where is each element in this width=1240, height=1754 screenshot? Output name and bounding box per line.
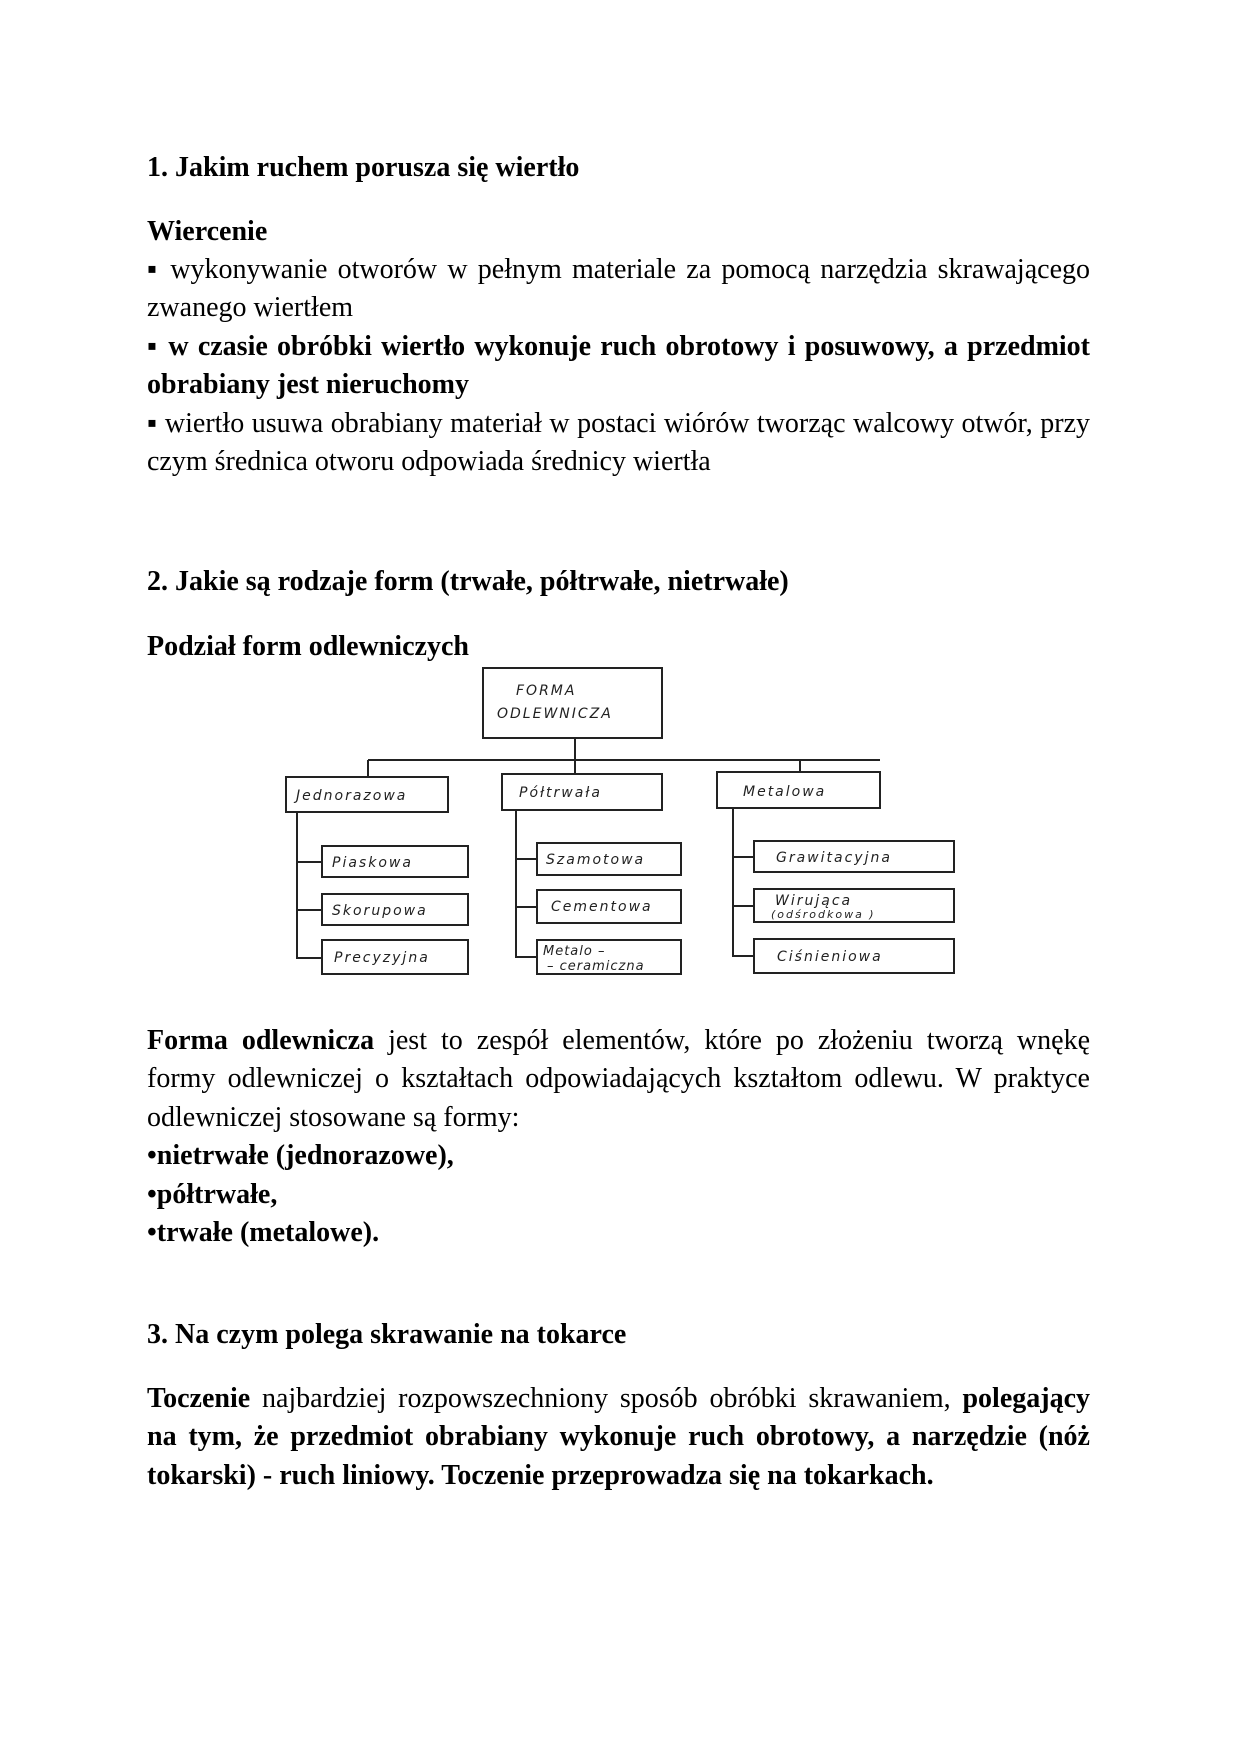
bullet-3: ▪ wiertło usuwa obrabiany materiał w postaci wiórów tworząc walcowy otwór, przy czym średnica otworu odpowiada średnicy wiertła bbox=[147, 407, 1090, 478]
definition-text: jest to zespół elementów, które po złożeniu tworzą wnękę formy odlewniczej o kształtach odpowiadających kształtom odlewu. W praktyce odlewniczej stosowane są formy: bbox=[147, 1025, 1090, 1133]
leaf-piaskowa: Piaskowa bbox=[332, 855, 413, 871]
bullet-2: ▪ w czasie obróbki wiertło wykonuje ruch obrotowy i posuwowy, a przedmiot obrabiany jest nieruchomy bbox=[147, 330, 1090, 401]
leaf-wirujaca: Wirująca bbox=[775, 893, 853, 909]
root-label-2: ODLEWNICZA bbox=[497, 706, 613, 722]
leaf-grawitacyjna: Grawitacyjna bbox=[776, 850, 892, 866]
list-item: •trwałe (metalowe). bbox=[147, 1217, 380, 1249]
bullet-1: ▪ wykonywanie otworów w pełnym materiale za pomocą narzędzia skrawającego zwanego wiertłem bbox=[147, 254, 1090, 324]
branch-label-poltrwala: Półtrwała bbox=[519, 785, 602, 801]
heading-section-2: 2. Jakie są rodzaje form (trwałe, półtrwałe, nietrwałe) bbox=[147, 566, 789, 597]
section-2-body bbox=[147, 1022, 1090, 1252]
leaf-ceramiczna: – ceramiczna bbox=[547, 959, 645, 974]
toczenie-explanation: polegający na tym, że przedmiot obrabiany wykonuje ruch obrotowy, a narzędzie (nóż tokarski) - ruch liniowy. Toczenie przeprowadza się na tokarkach. bbox=[147, 1383, 1090, 1491]
leaf-szamotowa: Szamotowa bbox=[546, 852, 646, 868]
term-forma-odlewnicza: Forma odlewnicza bbox=[147, 1025, 375, 1056]
branch-label-jednorazowa: Jednorazowa bbox=[296, 788, 408, 804]
root-label-1: FORMA bbox=[516, 683, 577, 699]
subheading-podzial: Podział form odlewniczych bbox=[147, 631, 469, 662]
leaf-cementowa: Cementowa bbox=[551, 899, 653, 915]
leaf-metalo: Metalo – bbox=[543, 944, 606, 959]
leaf-cisnieniowa: Ciśnieniowa bbox=[777, 949, 883, 965]
section-3-body bbox=[147, 1380, 1090, 1495]
heading-section-1: 1. Jakim ruchem porusza się wiertło bbox=[147, 152, 580, 183]
leaf-skorupowa: Skorupowa bbox=[332, 903, 428, 919]
toczenie-desc: najbardziej rozpowszechniony sposób obróbki skrawaniem, bbox=[250, 1383, 963, 1414]
list-item: •półtrwałe, bbox=[147, 1178, 278, 1210]
list-item: •nietrwałe (jednorazowe), bbox=[147, 1140, 454, 1172]
term-toczenie: Toczenie bbox=[147, 1383, 251, 1414]
leaf-precyzyjna: Precyzyjna bbox=[334, 950, 430, 966]
subheading-wiercenie: Wiercenie bbox=[147, 216, 268, 247]
leaf-odsrodkowa: (odśrodkowa ) bbox=[771, 908, 876, 921]
branch-label-metalowa: Metalowa bbox=[743, 784, 827, 800]
heading-section-3: 3. Na czym polega skrawanie na tokarce bbox=[147, 1319, 627, 1350]
root-box bbox=[483, 668, 662, 738]
